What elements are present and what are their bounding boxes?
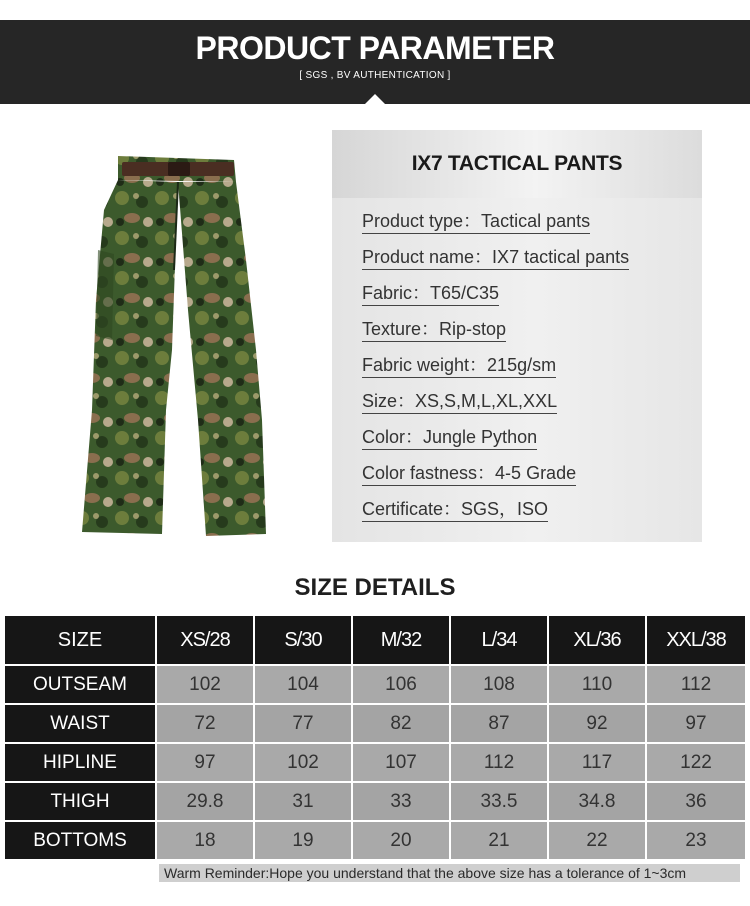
table-cell: 21 [451, 822, 549, 861]
spec-product-name: Product name：IX7 tactical pants [362, 246, 629, 270]
table-row [5, 705, 745, 744]
table-cell: 33.5 [451, 783, 549, 822]
table-cell: 107 [353, 744, 451, 783]
spec-product-type: Product type：Tactical pants [362, 210, 590, 234]
header-cell: XXL/38 [647, 616, 745, 666]
header-cell: L/34 [451, 616, 549, 666]
table-cell: 92 [549, 705, 647, 744]
row-label: THIGH [5, 783, 157, 822]
table-cell: 20 [353, 822, 451, 861]
table-cell: 117 [549, 744, 647, 783]
size-details-title: SIZE DETAILS [294, 574, 456, 601]
header-banner [0, 20, 750, 104]
header-cell: XL/36 [549, 616, 647, 666]
camo-tactical-pants-image [74, 150, 274, 540]
table-cell: 34.8 [549, 783, 647, 822]
table-cell: 19 [255, 822, 353, 861]
table-cell: 106 [353, 666, 451, 705]
table-cell: 97 [647, 705, 745, 744]
row-label: HIPLINE [5, 744, 157, 783]
header-cell: SIZE [5, 616, 157, 666]
spec-card [332, 130, 702, 542]
table-cell: 36 [647, 783, 745, 822]
spec-color: Color：Jungle Python [362, 426, 537, 450]
spec-size: Size：XS,S,M,L,XL,XXL [362, 390, 557, 414]
spec-certificate: Certificate：SGS，ISO [362, 498, 548, 522]
spec-texture: Texture：Rip-stop [362, 318, 506, 342]
table-cell: 22 [549, 822, 647, 861]
page-title: PRODUCT PARAMETER [195, 30, 555, 66]
header-cell: M/32 [353, 616, 451, 666]
table-cell: 110 [549, 666, 647, 705]
table-cell: 108 [451, 666, 549, 705]
banner-notch [365, 94, 385, 104]
row-label: OUTSEAM [5, 666, 157, 705]
table-cell: 87 [451, 705, 549, 744]
row-label: WAIST [5, 705, 157, 744]
table-row [5, 783, 745, 822]
header-cell: XS/28 [157, 616, 255, 666]
spec-color-fastness: Color fastness：4-5 Grade [362, 462, 576, 486]
table-cell: 97 [157, 744, 255, 783]
spec-card-header [332, 130, 702, 198]
table-cell: 33 [353, 783, 451, 822]
table-cell: 112 [647, 666, 745, 705]
table-row [5, 666, 745, 705]
authentication-subtitle: [ SGS , BV AUTHENTICATION ] [299, 70, 451, 81]
table-cell: 29.8 [157, 783, 255, 822]
table-cell: 102 [255, 744, 353, 783]
table-cell: 31 [255, 783, 353, 822]
table-cell: 77 [255, 705, 353, 744]
size-table [5, 616, 745, 861]
table-cell: 104 [255, 666, 353, 705]
table-cell: 82 [353, 705, 451, 744]
table-cell: 72 [157, 705, 255, 744]
spec-fabric: Fabric：T65/C35 [362, 282, 499, 306]
table-cell: 122 [647, 744, 745, 783]
spec-fabric-weight: Fabric weight：215g/sm [362, 354, 556, 378]
table-cell: 102 [157, 666, 255, 705]
table-row [5, 822, 745, 861]
row-label: BOTTOMS [5, 822, 157, 861]
header-cell: S/30 [255, 616, 353, 666]
size-table-header-row [5, 616, 745, 666]
product-title: IX7 TACTICAL PANTS [411, 152, 623, 175]
table-cell: 112 [451, 744, 549, 783]
table-cell: 18 [157, 822, 255, 861]
table-cell: 23 [647, 822, 745, 861]
tolerance-reminder: Warm Reminder:Hope you understand that the above size has a tolerance of 1~3cm [159, 864, 740, 882]
table-row [5, 744, 745, 783]
